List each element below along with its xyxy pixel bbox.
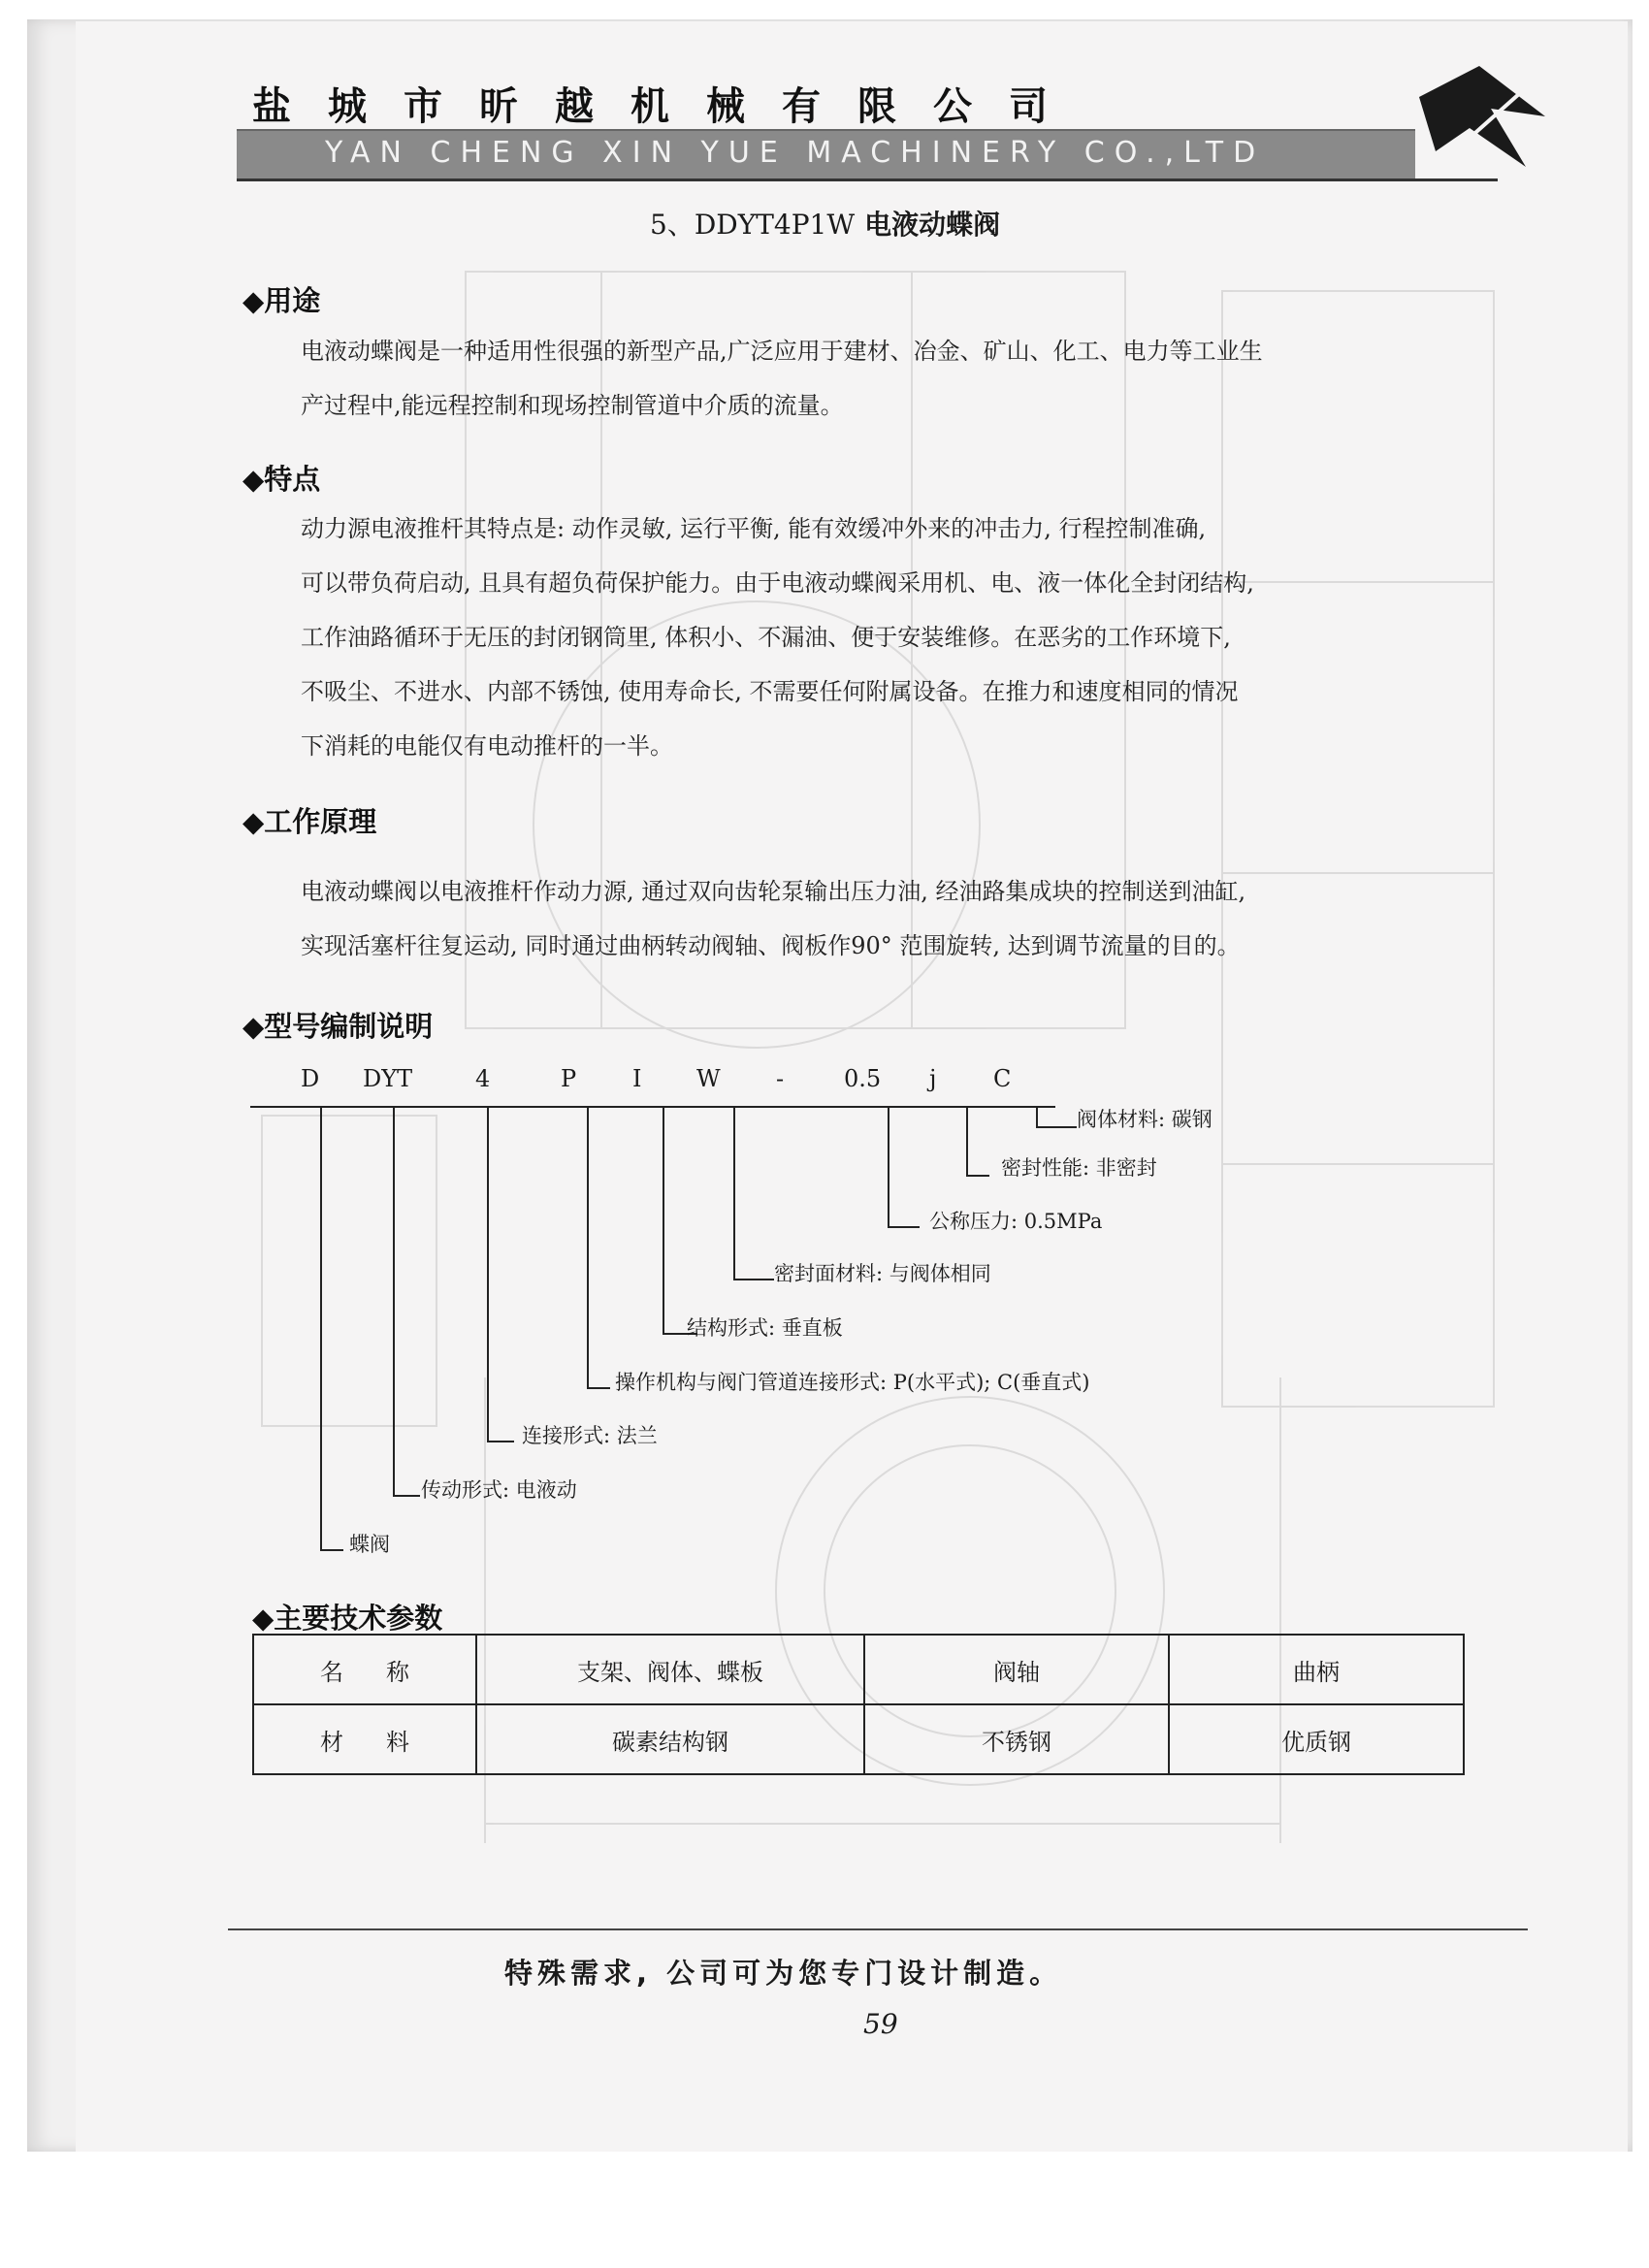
heading-principle: ◆工作原理 <box>242 805 377 838</box>
heading-usage: ◆用途 <box>242 284 321 317</box>
model-code-j: j <box>929 1065 937 1092</box>
leader-line <box>393 1106 395 1497</box>
leader-line <box>966 1106 968 1177</box>
table-cell: 不锈钢 <box>864 1704 1169 1774</box>
callout-sealing: 密封性能: 非密封 <box>1001 1156 1157 1180</box>
params-table <box>252 1634 1465 1775</box>
leader-line <box>888 1106 889 1228</box>
leader-line <box>1036 1126 1077 1128</box>
leader-line <box>487 1106 489 1442</box>
table-cell: 碳素结构钢 <box>476 1704 864 1774</box>
company-name-cn: 盐城市昕越机械有限公司 <box>252 84 1084 129</box>
leader-line <box>663 1106 664 1335</box>
principle-line: 实现活塞杆往复运动, 同时通过曲柄转动阀轴、阀板作90° 范围旋转, 达到调节流量的目的。 <box>301 932 1241 959</box>
principle-line: 电液动蝶阀以电液推杆作动力源, 通过双向齿轮泵输出压力油, 经油路集成块的控制送到油缸, <box>301 878 1246 905</box>
leader-line <box>966 1175 989 1177</box>
document-title <box>650 204 1000 243</box>
features-line: 工作油路循环于无压的封闭钢筒里, 体积小、不漏油、便于安装维修。在恶劣的工作环境下, <box>301 624 1231 651</box>
footer-rule <box>228 1928 1528 1930</box>
model-code-w: W <box>696 1065 721 1092</box>
model-code-p: P <box>561 1065 577 1092</box>
model-code-dyt: DYT <box>363 1065 413 1092</box>
table-cell: 曲柄 <box>1169 1635 1464 1704</box>
heading-model: ◆型号编制说明 <box>242 1010 434 1043</box>
usage-line: 产过程中,能远程控制和现场控制管道中介质的流量。 <box>301 392 844 419</box>
leader-line <box>320 1549 343 1551</box>
model-baseline <box>250 1106 1055 1108</box>
table-cell: 材料 <box>253 1704 476 1774</box>
callout-seal-face: 密封面材料: 与阀体相同 <box>774 1262 991 1285</box>
callout-operating-connection: 操作机构与阀门管道连接形式: P(水平式); C(垂直式) <box>615 1371 1090 1394</box>
usage-paragraph <box>301 324 1474 433</box>
table-cell: 优质钢 <box>1169 1704 1464 1774</box>
model-code-4: 4 <box>475 1065 491 1092</box>
callout-pressure: 公称压力: 0.5MPa <box>929 1210 1103 1233</box>
principle-paragraph <box>301 864 1474 973</box>
heading-params: ◆主要技术参数 <box>252 1602 443 1635</box>
features-line: 下消耗的电能仅有电动推杆的一半。 <box>301 732 673 760</box>
table-cell: 阀轴 <box>864 1635 1169 1704</box>
leader-line <box>733 1106 735 1280</box>
model-code-i: I <box>632 1065 642 1092</box>
leader-line <box>587 1387 610 1389</box>
leader-line <box>393 1495 420 1497</box>
callout-body-material: 阀体材料: 碳钢 <box>1077 1108 1212 1131</box>
header-rule <box>237 178 1498 181</box>
leader-line <box>733 1279 774 1280</box>
page-number: 59 <box>863 2008 898 2040</box>
company-name-en: YAN CHENG XIN YUE MACHINERY CO.,LTD <box>325 136 1266 170</box>
table-row <box>253 1635 1464 1704</box>
features-line: 不吸尘、不进水、内部不锈蚀, 使用寿命长, 不需要任何附属设备。在推力和速度相同的情况 <box>301 678 1239 705</box>
table-row <box>253 1704 1464 1774</box>
callout-structure: 结构形式: 垂直板 <box>687 1316 843 1340</box>
leader-line <box>888 1226 920 1228</box>
heading-features: ◆特点 <box>242 463 321 496</box>
table-cell: 支架、阀体、蝶板 <box>476 1635 864 1704</box>
leader-line <box>487 1441 514 1442</box>
usage-line: 电液动蝶阀是一种适用性很强的新型产品,广泛应用于建材、冶金、矿山、化工、电力等工业生 <box>301 338 1263 365</box>
model-code-dash: - <box>776 1065 785 1092</box>
title-model: 5、DDYT4P1W <box>650 209 856 241</box>
table-cell: 名称 <box>253 1635 476 1704</box>
company-logo <box>1411 58 1552 178</box>
callout-drive: 传动形式: 电液动 <box>421 1478 577 1502</box>
callout-butterfly-valve: 蝶阀 <box>349 1533 390 1556</box>
callout-connection: 连接形式: 法兰 <box>522 1424 658 1447</box>
leader-line <box>1036 1106 1038 1128</box>
features-paragraph <box>301 502 1474 773</box>
title-product-name: 电液动蝶阀 <box>864 209 1001 241</box>
features-line: 可以带负荷启动, 且具有超负荷保护能力。由于电液动蝶阀采用机、电、液一体化全封闭结构, <box>301 569 1254 597</box>
features-line: 动力源电液推杆其特点是: 动作灵敏, 运行平衡, 能有效缓冲外来的冲击力, 行程控制准确, <box>301 515 1207 542</box>
leader-line <box>587 1106 589 1389</box>
model-code-c: C <box>993 1065 1012 1092</box>
model-code-d: D <box>301 1065 320 1092</box>
leader-line <box>320 1106 322 1551</box>
footer-slogan: 特殊需求, 公司可为您专门设计制造。 <box>504 1957 1063 1990</box>
model-code-pressure: 0.5 <box>844 1065 882 1092</box>
